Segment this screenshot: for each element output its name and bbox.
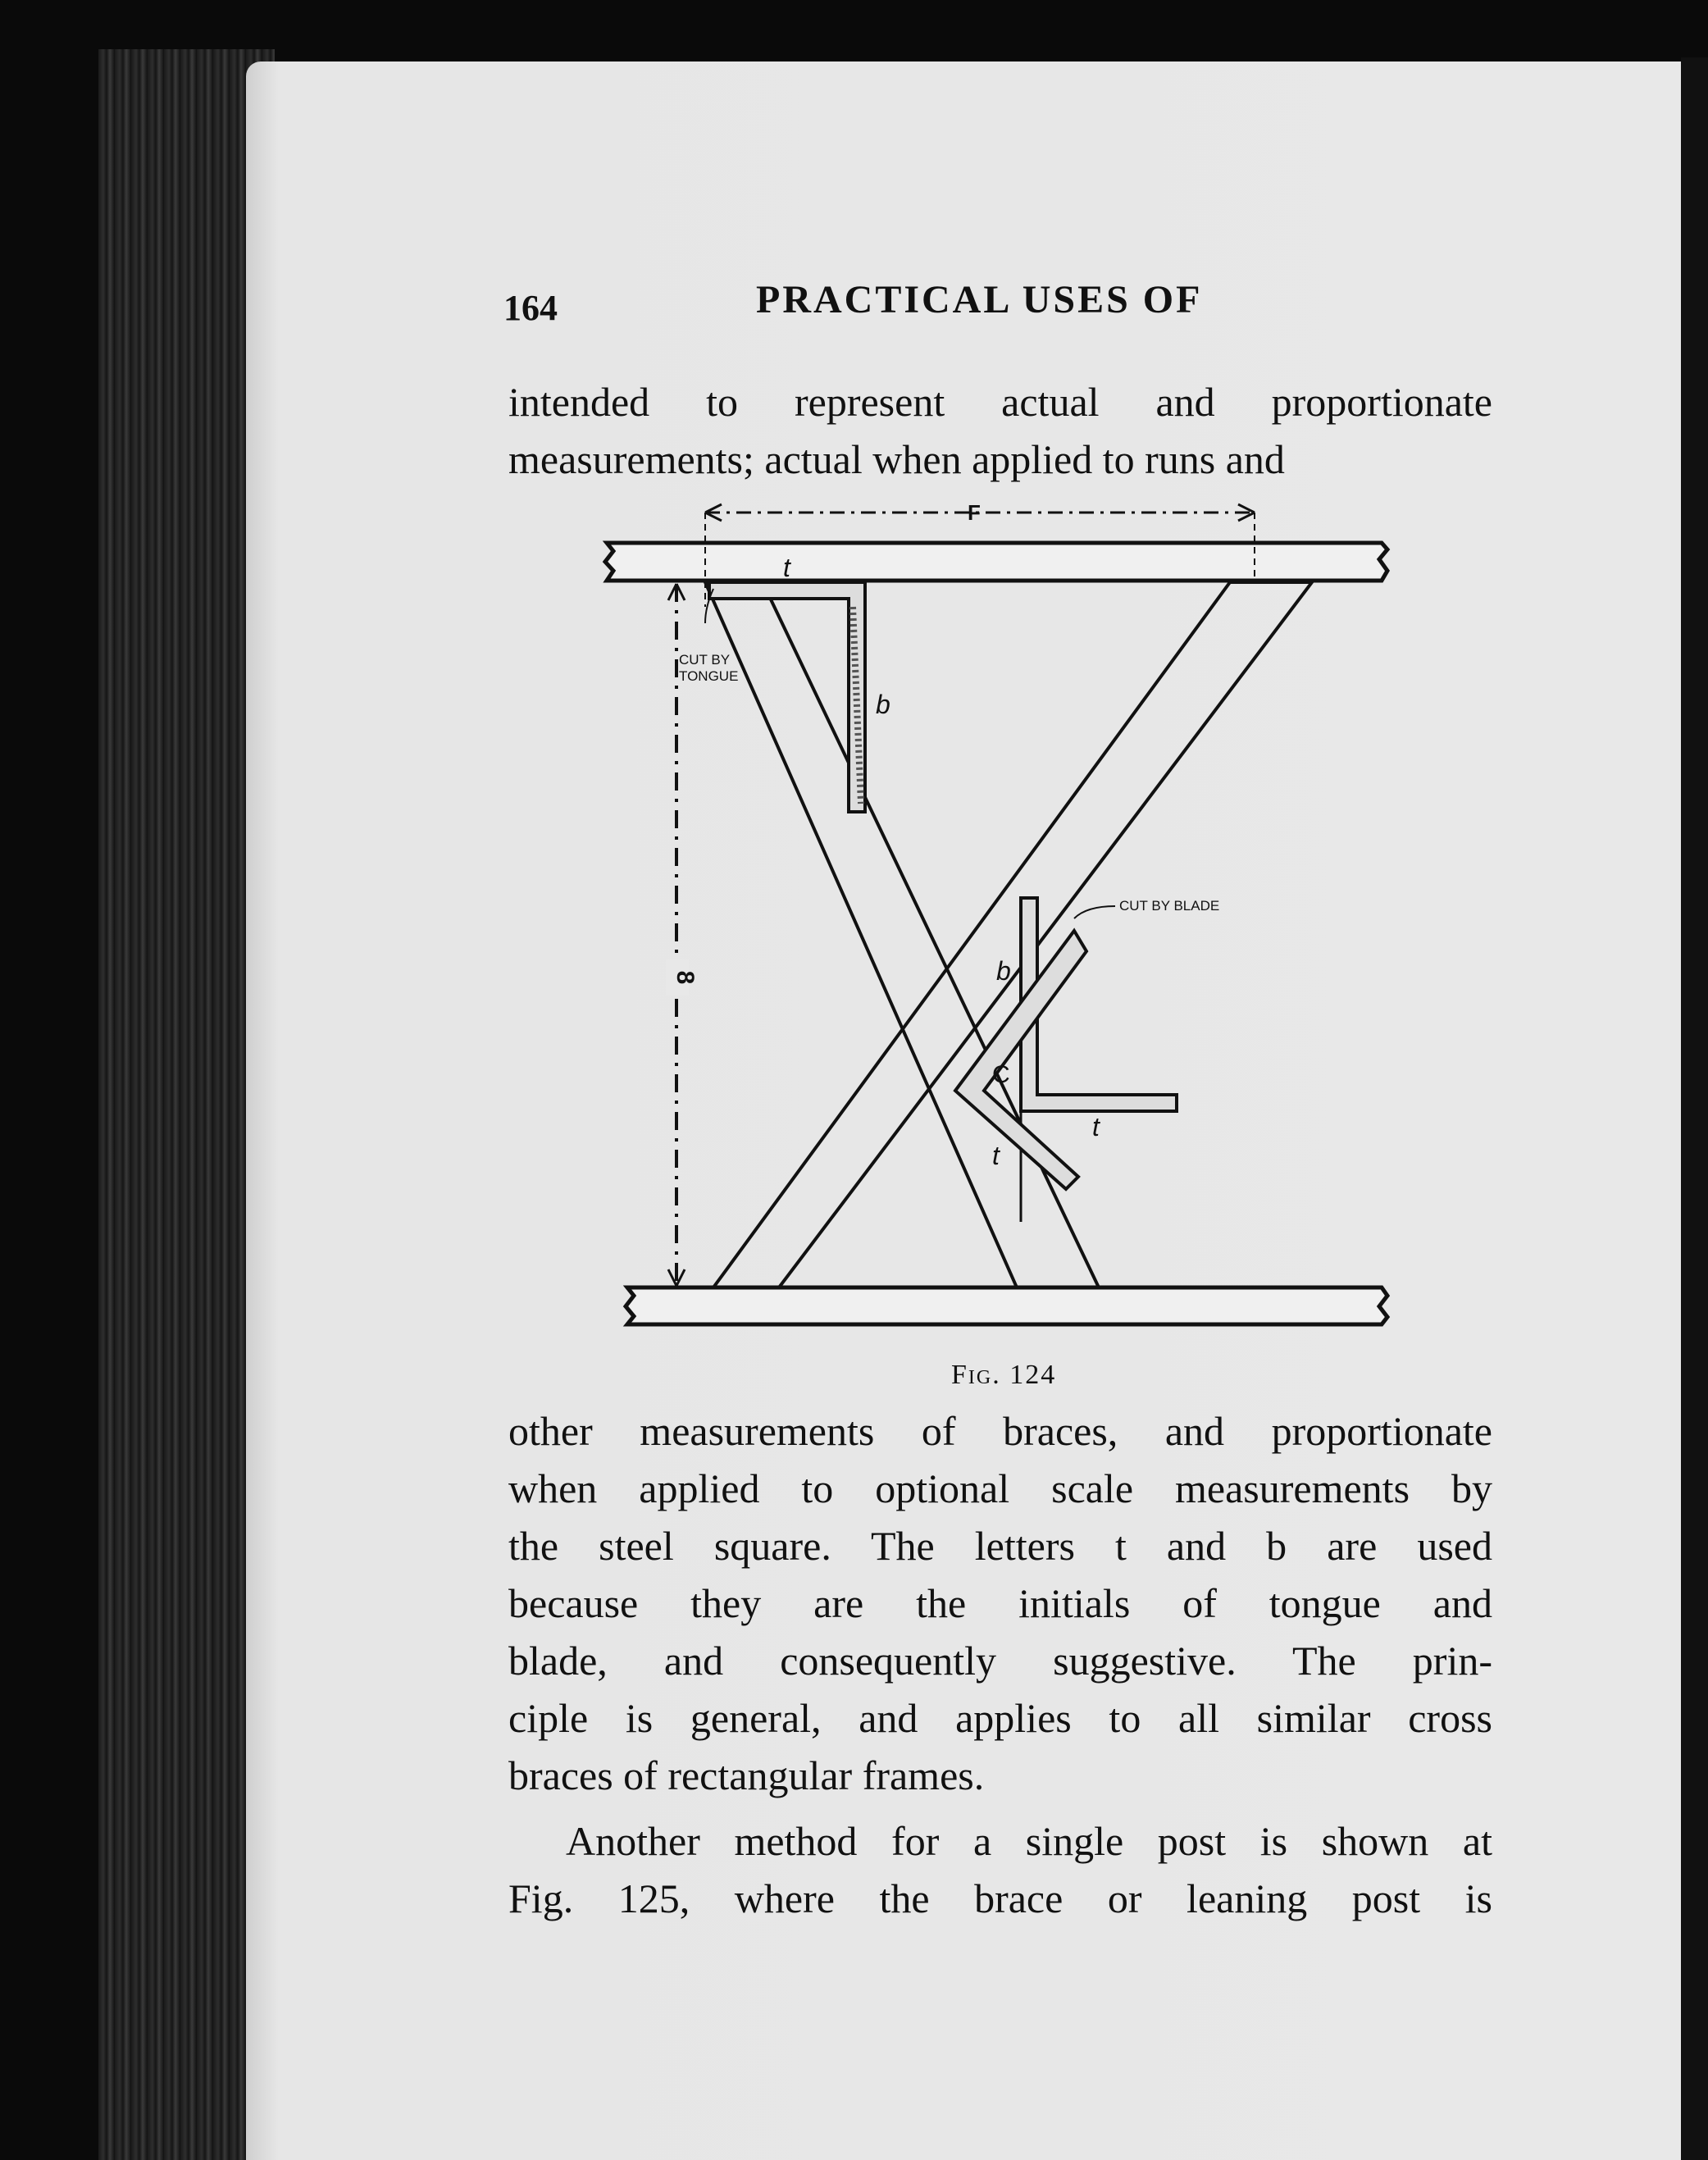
cut-by-tongue-line-1: CUT BY <box>679 652 731 668</box>
running-head: PRACTICAL USES OF <box>756 278 1203 321</box>
label-f: F <box>968 500 981 525</box>
text-line: Another method for a single post is shown at <box>566 1818 1492 1864</box>
leader-blade <box>1074 906 1115 918</box>
text-line: braces of rectangular frames. <box>508 1752 985 1798</box>
text-line: blade, and consequently suggestive. The prin- <box>508 1638 1492 1684</box>
label-t-lower-right: t <box>1092 1112 1100 1142</box>
label-8: 8 <box>672 970 699 985</box>
text-line: other measurements of braces, and proportionate <box>508 1408 1492 1454</box>
label-c: C <box>992 1061 1010 1088</box>
text-line: when applied to optional scale measurements by <box>508 1465 1492 1511</box>
brace-right-to-left <box>713 582 1312 1287</box>
text-line: intended to represent actual and proportionate <box>508 379 1492 425</box>
figure-124-diagram <box>590 492 1410 1361</box>
cut-by-blade: CUT BY BLADE <box>1119 898 1220 914</box>
figure-caption: Fig. 124 <box>951 1360 1057 1390</box>
text-line: measurements; actual when applied to runs and <box>508 436 1285 482</box>
text-line: Fig. 125, where the brace or leaning post is <box>508 1875 1492 1921</box>
page-number: 164 <box>503 288 558 328</box>
cut-by-tongue-line-2: TONGUE <box>679 668 739 684</box>
text-line: the steel square. The letters t and b are used <box>508 1523 1492 1569</box>
text-line: ciple is general, and applies to all similar cross <box>508 1695 1492 1741</box>
label-b-mid: b <box>996 956 1011 986</box>
book-right-edge <box>1681 57 1708 2160</box>
label-b-top: b <box>876 690 890 719</box>
brace-left-to-right <box>705 582 1099 1287</box>
label-t-lower-left: t <box>992 1141 1000 1170</box>
bottom-plate <box>626 1287 1387 1324</box>
text-line: because they are the initials of tongue and <box>508 1580 1492 1626</box>
square-top <box>709 582 865 812</box>
label-t-top: t <box>783 553 790 582</box>
top-plate <box>605 543 1387 581</box>
